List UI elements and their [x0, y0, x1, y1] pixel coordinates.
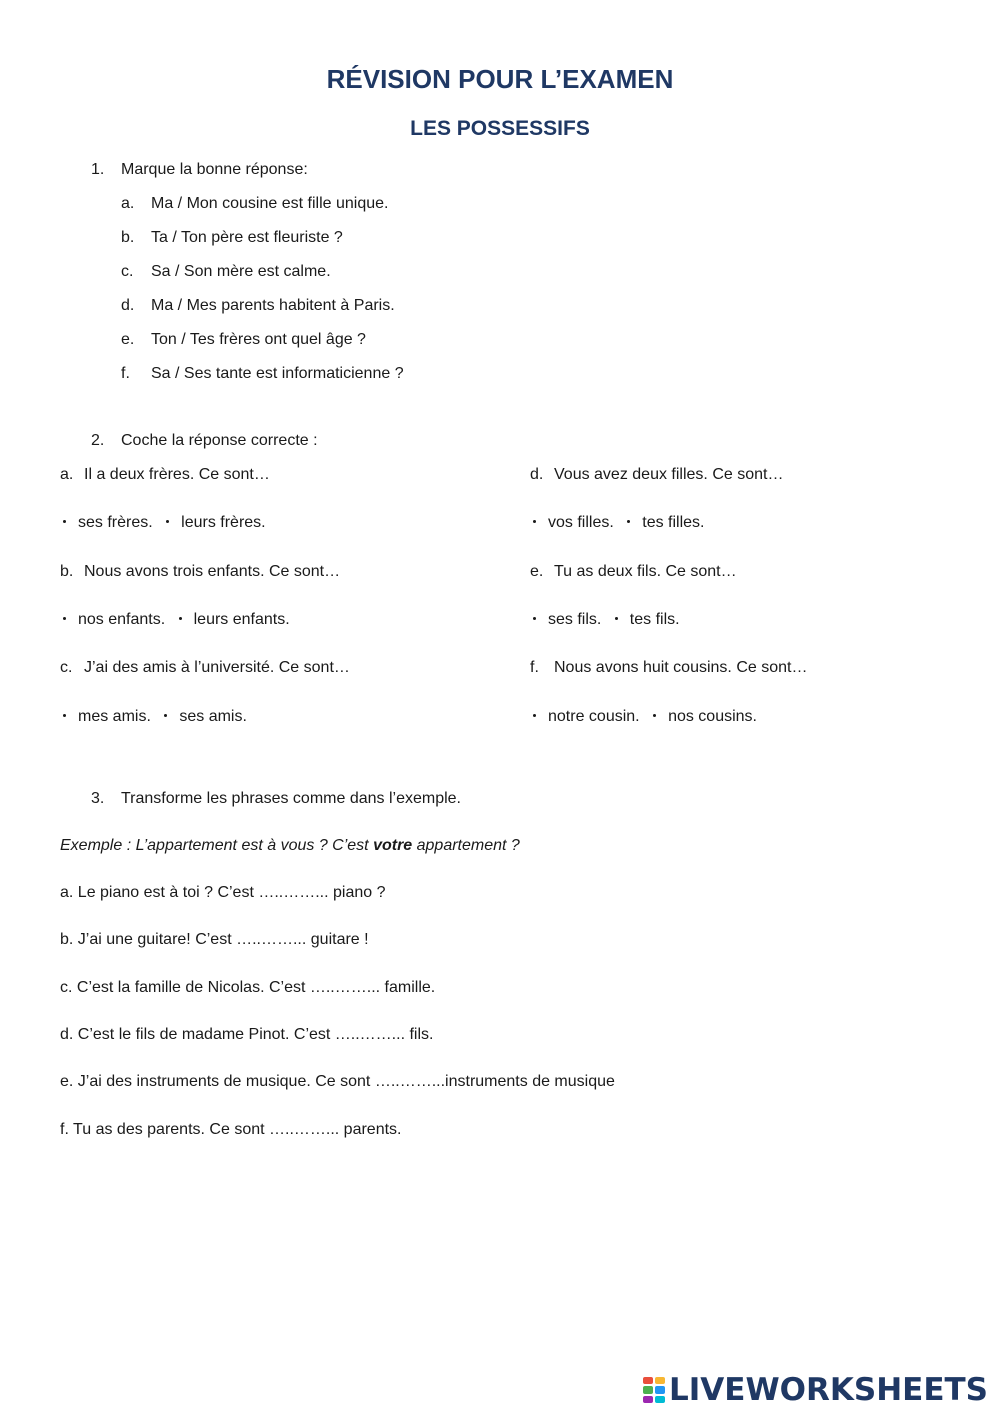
question-c: c. J’ai des amis à l’université. Ce sont… — [60, 659, 350, 676]
section1-number: 1. — [91, 161, 105, 178]
question-e: e. Tu as deux fils. Ce sont… — [530, 563, 737, 580]
section2-instruction: Coche la réponse correcte : — [121, 432, 318, 449]
options-d: vos filles. tes filles. — [530, 514, 705, 532]
logo-text: LIVEWORKSHEETS — [669, 1372, 988, 1408]
options-b: nos enfants. leurs enfants. — [60, 611, 290, 629]
question-b: b. Nous avons trois enfants. Ce sont… — [60, 563, 341, 580]
exercise-line: f. Tu as des parents. Ce sont …..……... parents. — [60, 1121, 402, 1138]
options-c: mes amis. ses amis. — [60, 708, 247, 726]
page-subtitle: LES POSSESSIFS — [410, 117, 590, 140]
option-checkbox[interactable] — [530, 711, 540, 721]
option-checkbox[interactable] — [612, 614, 622, 624]
option-checkbox[interactable] — [530, 614, 540, 624]
option-checkbox[interactable] — [60, 614, 70, 624]
question-a: a. Il a deux frères. Ce sont… — [60, 466, 270, 483]
question-d: d. Vous avez deux filles. Ce sont… — [530, 466, 784, 483]
option-checkbox[interactable] — [60, 517, 70, 527]
section2-heading — [91, 432, 318, 450]
example-sentence: Exemple : L’appartement est à vous ? C’est votre appartement ? — [60, 837, 520, 854]
exercise-line: e. J’ai des instruments de musique. Ce sont …..……...instruments de musique — [60, 1073, 615, 1090]
option-checkbox[interactable] — [624, 517, 634, 527]
list-item: e. Ton / Tes frères ont quel âge ? — [121, 331, 366, 348]
list-item: c. Sa / Son mère est calme. — [121, 263, 331, 280]
list-item: d. Ma / Mes parents habitent à Paris. — [121, 297, 395, 314]
liveworksheets-logo — [643, 1374, 988, 1406]
question-f: f. Nous avons huit cousins. Ce sont… — [530, 659, 808, 676]
options-a: ses frères. leurs frères. — [60, 514, 266, 532]
exercise-line: c. C’est la famille de Nicolas. C’est …..……... famille. — [60, 979, 436, 996]
list-item: a. Ma / Mon cousine est fille unique. — [121, 195, 389, 212]
section3-heading — [91, 790, 461, 808]
option-checkbox[interactable] — [650, 711, 660, 721]
section2-number: 2. — [91, 432, 105, 449]
section1-instruction: Marque la bonne réponse: — [121, 161, 308, 178]
option-checkbox[interactable] — [60, 711, 70, 721]
list-item: b. Ta / Ton père est fleuriste ? — [121, 229, 343, 246]
section3-number: 3. — [91, 790, 105, 807]
option-checkbox[interactable] — [161, 711, 171, 721]
option-checkbox[interactable] — [176, 614, 186, 624]
option-checkbox[interactable] — [530, 517, 540, 527]
exercise-line: d. C’est le fils de madame Pinot. C’est …..……... fils. — [60, 1026, 434, 1043]
section3-instruction: Transforme les phrases comme dans l’exemple. — [121, 790, 461, 807]
section1-heading — [91, 161, 308, 179]
exercise-line: a. Le piano est à toi ? C’est …..……... piano ? — [60, 884, 386, 901]
option-checkbox[interactable] — [163, 517, 173, 527]
list-item: f. Sa / Ses tante est informaticienne ? — [121, 365, 404, 382]
logo-icon — [643, 1377, 665, 1403]
options-e: ses fils. tes fils. — [530, 611, 680, 629]
exercise-line: b. J’ai une guitare! C’est …..……... guitare ! — [60, 931, 369, 948]
options-f: notre cousin. nos cousins. — [530, 708, 757, 726]
page-title: RÉVISION POUR L’EXAMEN — [326, 64, 674, 94]
